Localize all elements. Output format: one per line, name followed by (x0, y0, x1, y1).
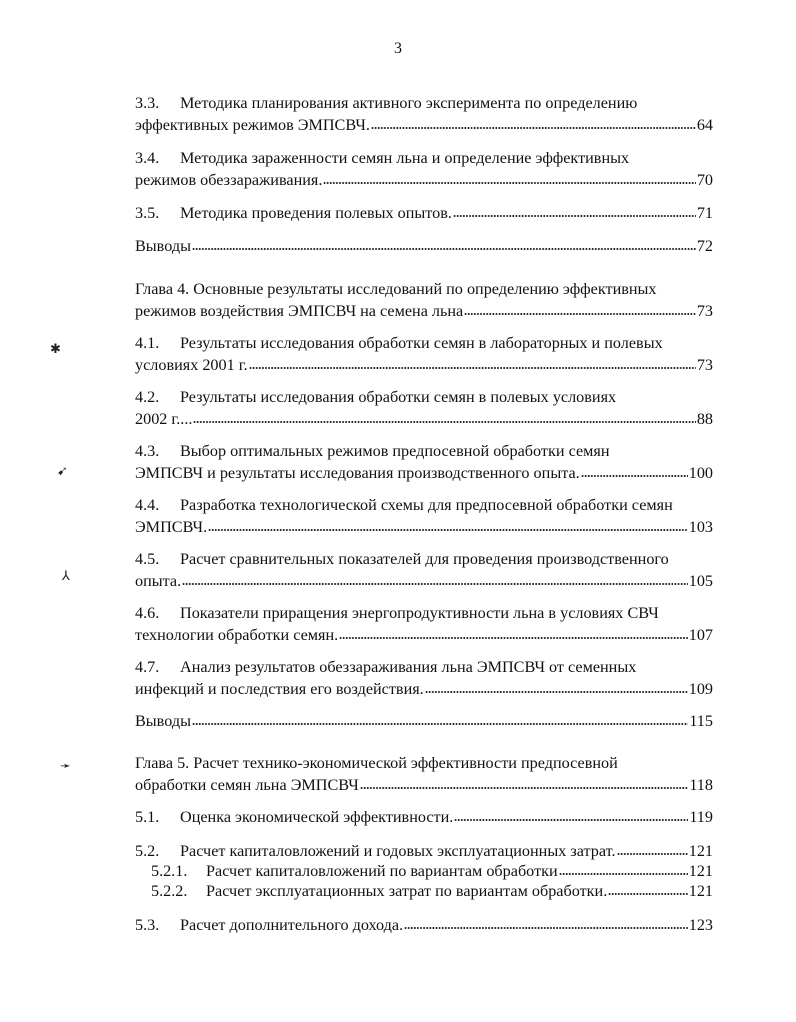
toc-entry-title-cont: ЭМПСВЧ. (135, 518, 208, 536)
toc-entry-title-cont: условиях 2001 г. (135, 356, 248, 374)
toc-entry-title: Расчет сравнительных показателей для проведения производственного (180, 550, 669, 568)
toc-entry-page: 107 (688, 626, 713, 644)
toc-entry-title: Разработка технологической схемы для предпосевной обработки семян (180, 496, 673, 514)
toc-entry-page: 121 (688, 882, 713, 900)
leader-dots (608, 892, 687, 896)
toc-entry-title: Показатели приращения энергопродуктивности льна в условиях СВЧ (180, 604, 659, 622)
toc-entry-title: Выводы (135, 712, 191, 730)
leader-dots (249, 366, 696, 370)
toc-entry-page: 100 (688, 464, 713, 482)
toc-entry-4-7 (135, 656, 713, 700)
toc-entry-5-3 (135, 914, 713, 936)
toc-entry-title: Анализ результатов обеззараживания льна ЭМПСВЧ от семенных (180, 658, 637, 676)
toc-entry-number: 5.2.2. (151, 882, 188, 900)
toc-entry-title-cont: обработки семян льна ЭМПСВЧ (135, 776, 359, 794)
leader-dots (192, 722, 688, 726)
toc-entry-conclusions-4 (135, 710, 713, 732)
toc-entry-chapter-4 (135, 278, 713, 322)
toc-entry-5-2-2 (135, 880, 713, 902)
toc-entry-title-cont: эффективных режимов ЭМПСВЧ. (135, 116, 370, 134)
leader-dots (192, 247, 696, 251)
toc-entry-number: 4.2. (135, 388, 160, 406)
toc-entry-title-cont: режимов обеззараживания. (135, 171, 323, 189)
toc-entry-page: 115 (689, 712, 713, 730)
toc-entry-number: 4.3. (135, 442, 160, 460)
toc-entry-page: 88 (696, 410, 713, 428)
toc-entry-3-3 (135, 92, 713, 136)
toc-entry-page: 72 (696, 237, 713, 255)
toc-entry-title: Расчет дополнительного дохода. (180, 916, 404, 934)
toc-entry-number: 4.1. (135, 334, 160, 352)
toc-entry-title: Результаты исследования обработки семян в лабораторных и полевых (180, 334, 663, 352)
toc-entry-title: Результаты исследования обработки семян в полевых условиях (180, 388, 617, 406)
toc-entry-page: 119 (689, 808, 713, 826)
toc-entry-title-cont: технологии обработки семян. (135, 626, 339, 644)
toc-entry-title: Глава 4. Основные результаты исследований по определению эффективных (135, 280, 657, 298)
leader-dots (425, 690, 688, 694)
leader-dots (581, 474, 688, 478)
toc-entry-page: 73 (696, 302, 713, 320)
leader-dots (371, 126, 696, 130)
toc-entry-page: 123 (688, 916, 713, 934)
toc-entry-page: 103 (688, 518, 713, 536)
leader-dots (339, 636, 688, 640)
leader-dots (323, 181, 695, 185)
scan-mark: ➹ (57, 464, 68, 479)
toc-entry-page: 121 (688, 862, 713, 880)
toc-entry-page: 109 (688, 680, 713, 698)
toc-entry-title: Методика зараженности семян льна и определение эффективных (180, 149, 630, 167)
leader-dots (454, 818, 688, 822)
toc-entry-3-4 (135, 147, 713, 191)
toc-entry-page: 121 (688, 842, 713, 860)
toc-entry-number: 5.2. (135, 842, 160, 860)
toc-entry-4-6 (135, 602, 713, 646)
toc-entry-title: Оценка экономической эффективности. (180, 808, 454, 826)
toc-entry-number: 5.3. (135, 916, 160, 934)
toc-entry-title: Расчет эксплуатационных затрат по вариантам обработки. (206, 882, 608, 900)
page-number: 3 (394, 40, 402, 57)
leader-dots (182, 582, 688, 586)
toc-entry-title-cont: инфекций и последствия его воздействия. (135, 680, 424, 698)
toc-entry-conclusions-3 (135, 235, 713, 257)
leader-dots (559, 872, 688, 876)
toc-entry-title-cont: опыта. (135, 572, 182, 590)
toc-entry-number: 4.6. (135, 604, 160, 622)
toc-entry-number: 5.1. (135, 808, 160, 826)
leader-dots (453, 214, 696, 218)
toc-entry-4-2 (135, 386, 713, 430)
toc-entry-page: 70 (696, 171, 713, 189)
toc-entry-3-5 (135, 202, 713, 224)
toc-entry-number: 5.2.1. (151, 862, 188, 880)
scan-mark: ➛ (60, 759, 71, 774)
toc-entry-number: 3.3. (135, 94, 160, 112)
leader-dots (464, 312, 696, 316)
toc-entry-number: 3.4. (135, 149, 160, 167)
toc-entry-title-cont: ЭМПСВЧ и результаты исследования производственного опыта. (135, 464, 580, 482)
leader-dots (193, 420, 695, 424)
toc-entry-page: 73 (696, 356, 713, 374)
toc-entry-title-cont: 2002 г.... (135, 410, 193, 428)
toc-entry-title: Выбор оптимальных режимов предпосевной обработки семян (180, 442, 610, 460)
toc-entry-page: 105 (688, 572, 713, 590)
leader-dots (404, 926, 688, 930)
toc-entry-title: Расчет капиталовложений по вариантам обработки (206, 862, 558, 880)
toc-entry-title: Расчет капиталовложений и годовых эксплуатационных затрат. (180, 842, 616, 860)
toc-entry-5-2 (135, 840, 713, 862)
toc-entry-5-2-1 (135, 860, 713, 882)
leader-dots (208, 528, 688, 532)
toc-entry-title: Методика планирования активного эксперимента по определению (180, 94, 638, 112)
toc-entry-page: 118 (689, 776, 713, 794)
scan-mark: ⅄ (62, 569, 70, 584)
toc-entry-4-1 (135, 332, 713, 376)
toc-entry-chapter-5 (135, 752, 713, 796)
toc-entry-4-4 (135, 494, 713, 538)
toc-entry-title-cont: режимов воздействия ЭМПСВЧ на семена льна (135, 302, 464, 320)
leader-dots (360, 786, 689, 790)
toc-entry-number: 4.5. (135, 550, 160, 568)
toc-entry-page: 64 (696, 116, 713, 134)
toc-entry-4-3 (135, 440, 713, 484)
toc-entry-title: Методика проведения полевых опытов. (180, 204, 452, 222)
leader-dots (617, 852, 688, 856)
toc-entry-number: 4.7. (135, 658, 160, 676)
toc-entry-page: 71 (696, 204, 713, 222)
toc-entry-number: 3.5. (135, 204, 160, 222)
toc-entry-title: Глава 5. Расчет технико-экономической эффективности предпосевной (135, 754, 618, 772)
scan-mark: ✱ (50, 342, 61, 357)
toc-entry-5-1 (135, 806, 713, 828)
toc-entry-title: Выводы (135, 237, 191, 255)
toc-entry-number: 4.4. (135, 496, 160, 514)
toc-entry-4-5 (135, 548, 713, 592)
